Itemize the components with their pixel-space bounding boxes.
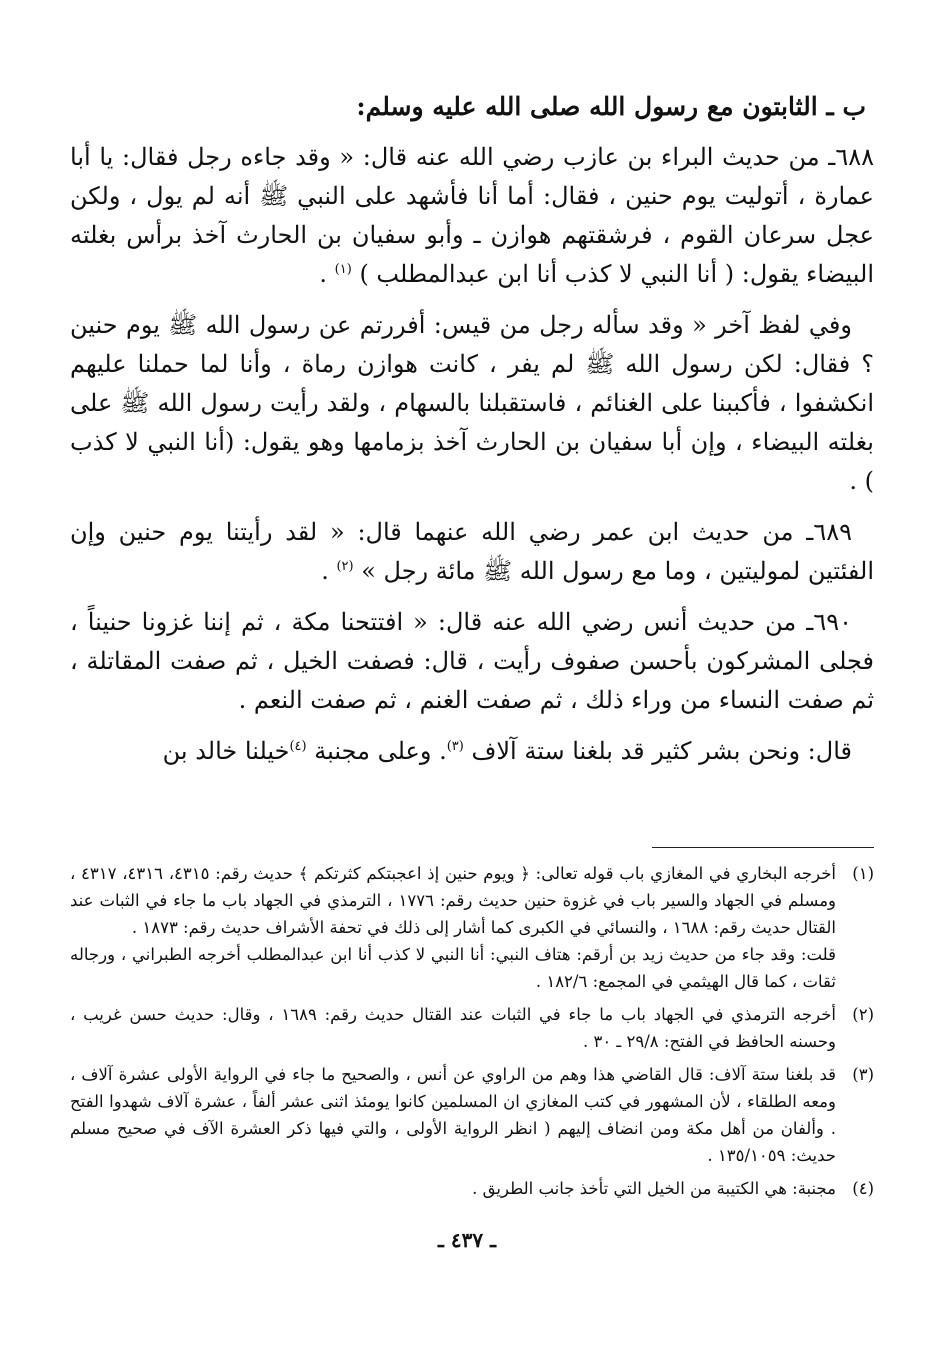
hadith-690 xyxy=(70,603,874,720)
footnote-text: مجنبة: هي الكتيبة من الخيل التي تأخذ جانب الطريق . xyxy=(472,1179,836,1198)
footnote-3 xyxy=(70,1061,874,1169)
page-body xyxy=(70,90,874,1198)
paragraph-text: ٦٩٠ـ من حديث أنس رضي الله عنه قال: « افتتحنا مكة ، ثم إننا غزونا حنيناً ، فجلى المشركون بأحسن صفوف رأيت ، قال: فصفت الخيل ، ثم صفت المقاتلة ، ثم صفت النساء من وراء ذلك ، ثم صفت الغنم ، ثم صفت النعم . xyxy=(70,608,874,714)
footnote-ref-4: (٤) xyxy=(289,739,307,754)
paragraph-text: قال: ونحن بشر كثير قد بلغنا ستة آلاف xyxy=(471,737,852,765)
footnote-text: أخرجه البخاري في المغازي باب قوله تعالى: ﴿ ويوم حنين إذ اعجبتكم كثرتكم ﴾ حديث رقم: ٤٣١٥، ٤٣١٦، ٤٣١٧ ، ومسلم في الجهاد والسير باب في غزوة حنين حديث رقم: ١٧٧٦ ، الترمذي في الجهاد باب ما جاء في الثبات عند القتال حديث رقم: ١٦٨٨ ، والنسائي في الكبرى كما أشار إلى ذلك في تحفة الأشراف حديث رقم: ١٨٧٣ . xyxy=(70,864,837,937)
paragraph-tail: . xyxy=(319,260,335,288)
footnote-ref-3: (٣) xyxy=(446,739,464,754)
footnote-text: أخرجه الترمذي في الجهاد باب ما جاء في الثبات عند القتال حديث رقم: ١٦٨٩ ، وقال: حديث حسن غريب ، وحسنه الحافظ في الفتح: ٢٩/٨ ـ ٣٠ . xyxy=(70,1005,836,1051)
paragraph-tail-2: خيلنا خالد بن xyxy=(162,737,290,765)
hadith-690-continued xyxy=(70,732,874,771)
footnote-number: (٣) xyxy=(852,1065,874,1084)
paragraph-tail: . xyxy=(321,557,337,585)
footnote-ref-1: (١) xyxy=(334,262,352,277)
footnote-number: (٤) xyxy=(852,1179,874,1198)
footnote-ref-2: (٢) xyxy=(336,559,354,574)
page-number: ـ ٤٣٧ ـ xyxy=(438,1228,496,1252)
footnote-number: (٢) xyxy=(852,1005,874,1024)
paragraph-text: ٦٨٩ـ من حديث ابن عمر رضي الله عنهما قال: « لقد رأيتنا يوم حنين وإن الفئتين لموليتين ، وما مع رسول الله ﷺ مائة رجل » xyxy=(70,518,874,585)
paragraph-text: وفي لفظ آخر « وقد سأله رجل من قيس: أفررتم عن رسول الله ﷺ يوم حنين ؟ فقال: لكن رسول الله ﷺ لم يفر ، كانت هوازن رماة ، وأنا لما حملنا عليهم انكشفوا ، فأكببنا على الغنائم ، فاستقبلنا بالسهام ، ولقد رأيت رسول الله ﷺ على بغلته البيضاء ، وإن أبا سفيان بن الحارث آخذ بزمامها وهو يقول: (أنا النبي لا كذب ) . xyxy=(70,311,874,495)
paragraph-tail: . وعلى مجنبة xyxy=(314,737,447,765)
footnote-2 xyxy=(70,1001,874,1055)
footnote-number: (١) xyxy=(852,864,874,883)
footnote-text: قد بلغنا ستة آلاف: قال القاضي هذا وهم من الراوي عن أنس ، والصحيح ما جاء في الرواية الأولى عشرة آلاف ، ومعه الطلقاء ، لأن المشهور في كتب المغازي ان المسلمين كانوا يومئذ اثنى عشر ألفاً ، عشرة آلاف شهدوا الفتح . وألفان من أهل مكة ومن انضاف إليهم ( انظر الرواية الأولى ، والتي فيها ذكر العشرة الآف في صحيح مسلم حديث: ١٣٥/١٠٥٩ . xyxy=(70,1065,836,1165)
footnote-text: قلت: وقد جاء من حديث زيد بن أرقم: هتاف النبي: أنا النبي لا كذب أنا ابن عبدالمطلب أخرجه الطبراني ، ورجاله ثقات ، كما قال الهيثمي في المجمع: ١٨٢/٦ . xyxy=(70,945,836,991)
footnote-4 xyxy=(70,1175,874,1202)
footnote-1 xyxy=(70,860,874,995)
footnotes xyxy=(70,860,874,1208)
hadith-688 xyxy=(70,138,874,294)
hadith-689 xyxy=(70,513,874,591)
footnote-divider xyxy=(652,847,874,848)
section-heading: ب ـ الثابتون مع رسول الله صلى الله عليه وسلم: xyxy=(356,92,866,121)
paragraph-text: ٦٨٨ـ من حديث البراء بن عازب رضي الله عنه قال: « وقد جاءه رجل فقال: يا أبا عمارة ، أتوليت يوم حنين ، فقال: أما أنا فأشهد على النبي ﷺ أنه لم يول ، ولكن عجل سرعان القوم ، فرشقتهم هوازن ـ وأبو سفيان بن الحارث آخذ برأس بغلته البيضاء يقول: ( أنا النبي لا كذب أنا ابن عبدالمطلب ) xyxy=(70,143,874,288)
hadith-688-variant xyxy=(70,306,874,501)
